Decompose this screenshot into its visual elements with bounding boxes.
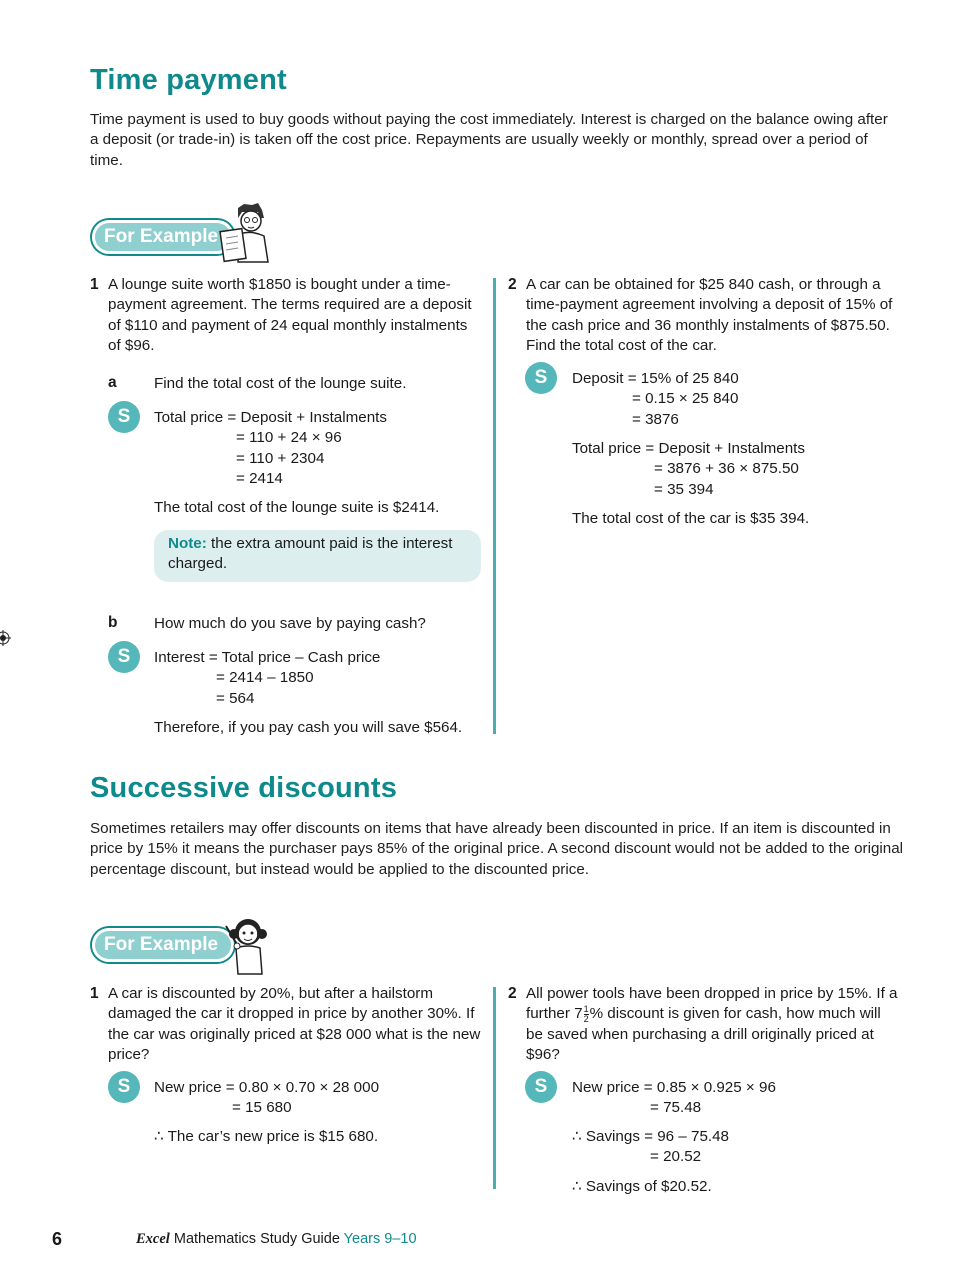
note-label: Note: <box>168 535 207 552</box>
solution-line: = 20.52 <box>650 1148 702 1166</box>
solution-line: Total price = Deposit + Instalments <box>154 409 387 426</box>
question-text <box>526 984 898 1066</box>
solution-line: = 0.15 × 25 840 <box>632 390 739 408</box>
column-divider <box>493 987 496 1189</box>
solution-badge: S <box>525 362 557 394</box>
note-box <box>154 530 481 582</box>
solution-deposit <box>572 369 739 430</box>
solution-line: = 75.48 <box>650 1099 702 1117</box>
question-number: 1 <box>90 985 99 1002</box>
solution-conclusion: The total cost of the car is $35 394. <box>572 510 810 527</box>
solution-line: = 15 680 <box>232 1099 292 1117</box>
part-b-text: How much do you save by paying cash? <box>154 615 426 632</box>
time-payment-intro: Time payment is used to buy goods without paying the cost immediately. Interest is charged on the balance owing after a deposit (or trade-in) is taken off the cost price. Repayments are usually weekly or monthly, spread over a period of time. <box>90 111 888 169</box>
solution-new-price <box>154 1078 379 1119</box>
question-number: 1 <box>90 276 99 293</box>
solution-line: Deposit = 15% of 25 840 <box>572 370 739 387</box>
for-example-label: For Example <box>92 220 234 254</box>
question-text: A car is discounted by 20%, but after a hailstorm damaged the car it dropped in price by another 30%. If the car was originally priced at $28 000 what is the new price? <box>108 985 481 1064</box>
solution-line: New price = 0.85 × 0.925 × 96 <box>572 1079 776 1096</box>
registration-mark-icon <box>0 628 14 648</box>
book-years: Years 9–10 <box>343 1231 417 1247</box>
question-number: 2 <box>508 276 517 293</box>
question-text-start: All power tools have been dropped in price by 15%. If a further 7 <box>526 985 898 1023</box>
solution-new-price <box>572 1078 776 1119</box>
solution-savings <box>572 1127 729 1168</box>
solution-line: = 3876 <box>632 410 679 428</box>
girl-with-pencil-icon <box>220 912 276 978</box>
footer-title <box>136 1231 417 1248</box>
solution-conclusion: The total cost of the lounge suite is $2414. <box>154 499 440 516</box>
section-title-time-payment: Time payment <box>90 64 287 96</box>
solution-line: Interest = Total price – Cash price <box>154 649 381 666</box>
page-number: 6 <box>52 1229 63 1249</box>
solution-line: = 110 + 2304 <box>236 449 325 467</box>
note-text: the extra amount paid is the interest charged. <box>168 535 453 573</box>
question-number: 2 <box>508 985 517 1002</box>
fraction-denominator: 2 <box>583 1013 589 1024</box>
solution-badge: S <box>525 1071 557 1103</box>
solution-b <box>154 648 380 709</box>
solution-line: = 2414 – 1850 <box>216 669 314 687</box>
solution-line: = 3876 + 36 × 875.50 <box>654 460 799 478</box>
solution-line: New price = 0.80 × 0.70 × 28 000 <box>154 1079 380 1096</box>
question-text: A lounge suite worth $1850 is bought under a time-payment agreement. The terms required are a deposit of $110 and payment of 24 equal monthly instalments of $96. <box>108 276 472 355</box>
solution-badge: S <box>108 401 140 433</box>
book-title: Mathematics Study Guide <box>173 1231 340 1247</box>
section-title-successive-discounts: Successive discounts <box>90 772 398 804</box>
solution-a <box>154 408 387 490</box>
solution-badge: S <box>108 1071 140 1103</box>
question-text: A car can be obtained for $25 840 cash, or through a time-payment agreement involving a deposit of 15% of the cash price and 36 monthly instalments of $875.50. Find the total cost of the car. <box>526 276 893 355</box>
solution-total <box>572 439 805 500</box>
solution-conclusion: ∴ Savings of $20.52. <box>572 1178 712 1195</box>
solution-line: = 2414 <box>236 470 283 488</box>
question-text-end: % discount is given for cash, how much will be saved when purchasing a drill originally priced at $96? <box>526 1005 881 1064</box>
part-label-b: b <box>108 614 118 631</box>
solution-line: ∴ Savings = 96 – 75.48 <box>572 1128 730 1145</box>
fraction-one-half <box>584 1005 589 1024</box>
part-a-text: Find the total cost of the lounge suite. <box>154 375 407 392</box>
successive-discounts-intro: Sometimes retailers may offer discounts on items that have already been discounted in price. If an item is discounted in price by 15% it means the purchaser pays 85% of the original price. A second discount would not be added to the original percentage discount, but instead would be applied to the discounted price. <box>90 820 904 878</box>
solution-conclusion: ∴ The car’s new price is $15 680. <box>154 1128 379 1145</box>
for-example-label: For Example <box>92 928 234 962</box>
solution-badge: S <box>108 641 140 673</box>
solution-line: Total price = Deposit + Instalments <box>572 440 805 457</box>
brand-name: Excel <box>136 1231 170 1247</box>
solution-line: = 35 394 <box>654 480 714 498</box>
part-label-a: a <box>108 374 117 391</box>
solution-line: = 110 + 24 × 96 <box>236 429 342 447</box>
boy-reading-icon <box>218 202 274 264</box>
fraction-numerator: 1 <box>583 1003 589 1014</box>
column-divider <box>493 278 496 734</box>
solution-conclusion: Therefore, if you pay cash you will save $564. <box>154 719 463 736</box>
solution-line: = 564 <box>216 689 255 707</box>
